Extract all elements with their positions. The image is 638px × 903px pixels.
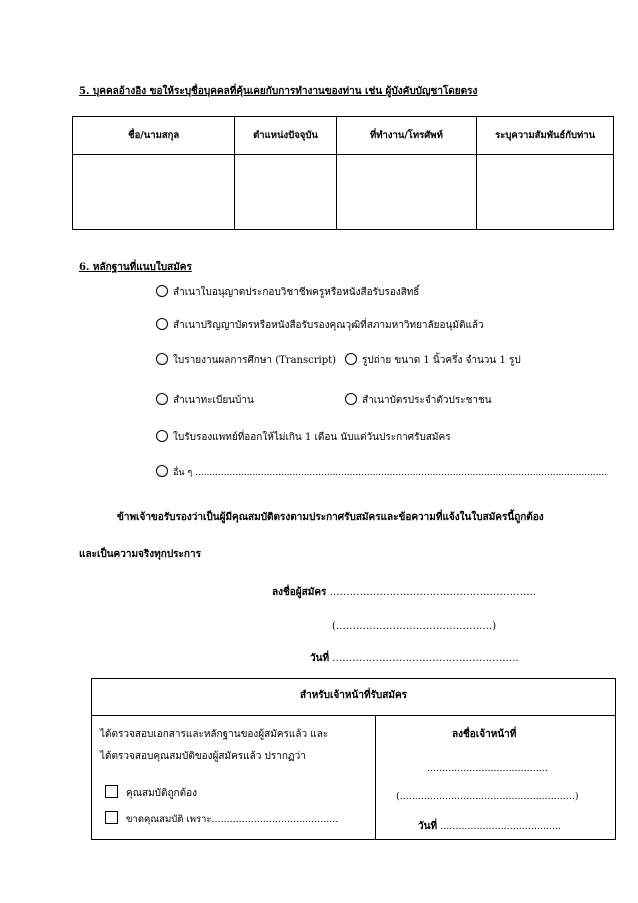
declaration-line1: ข้าพเจ้าขอรับรองว่าเป็นผู้มีคุณสมบัติตรงตามประกาศรับสมัครและข้อความที่แจ้งในใบสมัครนี้ถูกต้อง bbox=[117, 512, 544, 523]
office-check-text2: ได้ตรวจสอบคุณสมบัติของผู้สมัครแล้ว ปรากฏว่า bbox=[100, 751, 306, 762]
applicant-date-line[interactable] bbox=[310, 651, 519, 666]
radio-circle-icon[interactable] bbox=[156, 430, 168, 442]
option-unqualified[interactable] bbox=[105, 811, 338, 827]
option-idcard-label: สำเนาบัตรประจำตัวประชาชน bbox=[362, 395, 492, 406]
checkbox-icon[interactable] bbox=[105, 811, 118, 824]
option-transcript-label: ใบรายงานผลการศึกษา (Transcript) bbox=[173, 355, 337, 366]
option-other-label: อื่น ๆ ................................................................................................................................................ bbox=[173, 468, 608, 478]
declaration-line2: และเป็นความจริงทุกประการ bbox=[79, 549, 201, 560]
option-house-label: สำเนาทะเบียนบ้าน bbox=[173, 395, 254, 406]
radio-circle-icon[interactable] bbox=[156, 393, 168, 405]
option-medical-label: ใบรับรองแพทย์ที่ออกให้ไม่เกิน 1 เดือน นับแต่วันประกาศรับสมัคร bbox=[173, 432, 451, 443]
date-dots: ……………………………………………….. bbox=[332, 653, 519, 664]
signature-label: ลงชื่อผู้สมัคร bbox=[272, 587, 327, 598]
radio-circle-icon[interactable] bbox=[156, 353, 168, 365]
office-check-text1: ได้ตรวจสอบเอกสารและหลักฐานของผู้สมัครแล้ว และ bbox=[100, 729, 329, 740]
option-degree-label: สำเนาปริญญาบัตรหรือหนังสือรับรองคุณวุฒิที่สภามหาวิทยาลัยอนุมัติแล้ว bbox=[173, 320, 484, 331]
option-medical[interactable] bbox=[156, 430, 451, 445]
table-cell-position[interactable] bbox=[235, 155, 336, 230]
radio-circle-icon[interactable] bbox=[156, 285, 168, 297]
section6-heading-text: 6. หลักฐานที่แนบใบสมัคร bbox=[79, 262, 192, 273]
officer-date-line[interactable] bbox=[418, 819, 561, 834]
officer-signature-label: ลงชื่อเจ้าหน้าที่ bbox=[452, 729, 517, 740]
option-photo[interactable] bbox=[345, 353, 521, 368]
col-position-header: ตำแหน่งปัจจุบัน bbox=[235, 117, 336, 155]
option-license[interactable] bbox=[156, 285, 419, 300]
option-idcard[interactable] bbox=[345, 393, 492, 408]
option-qualified[interactable] bbox=[105, 785, 197, 801]
office-box-title: สำหรับเจ้าหน้าที่รับสมัคร bbox=[92, 679, 615, 716]
radio-circle-icon[interactable] bbox=[156, 465, 168, 477]
table-header-row bbox=[73, 117, 614, 155]
table-cell-name[interactable] bbox=[73, 155, 235, 230]
officer-name-line[interactable]: (..........................................................) bbox=[396, 791, 579, 802]
radio-circle-icon[interactable] bbox=[156, 318, 168, 330]
col-workplace-header: ที่ทำงาน/โทรศัพท์ bbox=[336, 117, 477, 155]
option-license-label: สำเนาใบอนุญาตประกอบวิชาชีพครูหรือหนังสือรับรองสิทธิ์ bbox=[173, 287, 420, 298]
radio-circle-icon[interactable] bbox=[345, 353, 357, 365]
option-qualified-label: คุณสมบัติถูกต้อง bbox=[126, 788, 197, 799]
table-cell-workplace[interactable] bbox=[336, 155, 477, 230]
section5-heading: 5. บุคคลอ้างอิง ขอให้ระบุชื่อบุคคลที่คุ้นเคยกับการทำงานของท่าน เช่น ผู้บังคับบัญชาโดยตรง bbox=[79, 86, 478, 97]
table-row bbox=[73, 155, 614, 230]
checkbox-icon[interactable] bbox=[105, 785, 118, 798]
date-label: วันที่ bbox=[310, 653, 330, 664]
option-other[interactable] bbox=[156, 465, 607, 479]
option-house[interactable] bbox=[156, 393, 254, 408]
officer-date-dots: ........................................ bbox=[440, 821, 562, 832]
applicant-signature-line[interactable] bbox=[272, 585, 536, 600]
option-photo-label: รูปถ่าย ขนาด 1 นิ้วครึ่ง จำนวน 1 รูป bbox=[362, 355, 521, 366]
col-relation-header: ระบุความสัมพันธ์กับท่าน bbox=[477, 117, 614, 155]
applicant-name-line[interactable]: (……………………………………..…) bbox=[332, 621, 497, 632]
option-degree[interactable] bbox=[156, 318, 484, 333]
radio-circle-icon[interactable] bbox=[345, 393, 357, 405]
section6-heading bbox=[79, 260, 192, 275]
signature-dots: …………………………………………………….. bbox=[329, 587, 536, 598]
officer-signature-dots[interactable]: ........................................ bbox=[427, 763, 548, 774]
table-cell-relation[interactable] bbox=[477, 155, 614, 230]
office-divider bbox=[375, 715, 376, 839]
officer-date-label: วันที่ bbox=[418, 821, 438, 832]
option-unqualified-label: ขาดคุณสมบัติ เพราะ.......................................... bbox=[126, 814, 339, 825]
col-name-header: ชื่อ/นามสกุล bbox=[73, 117, 235, 155]
reference-table bbox=[72, 116, 614, 230]
office-use-box bbox=[91, 678, 616, 840]
option-transcript[interactable] bbox=[156, 353, 336, 368]
